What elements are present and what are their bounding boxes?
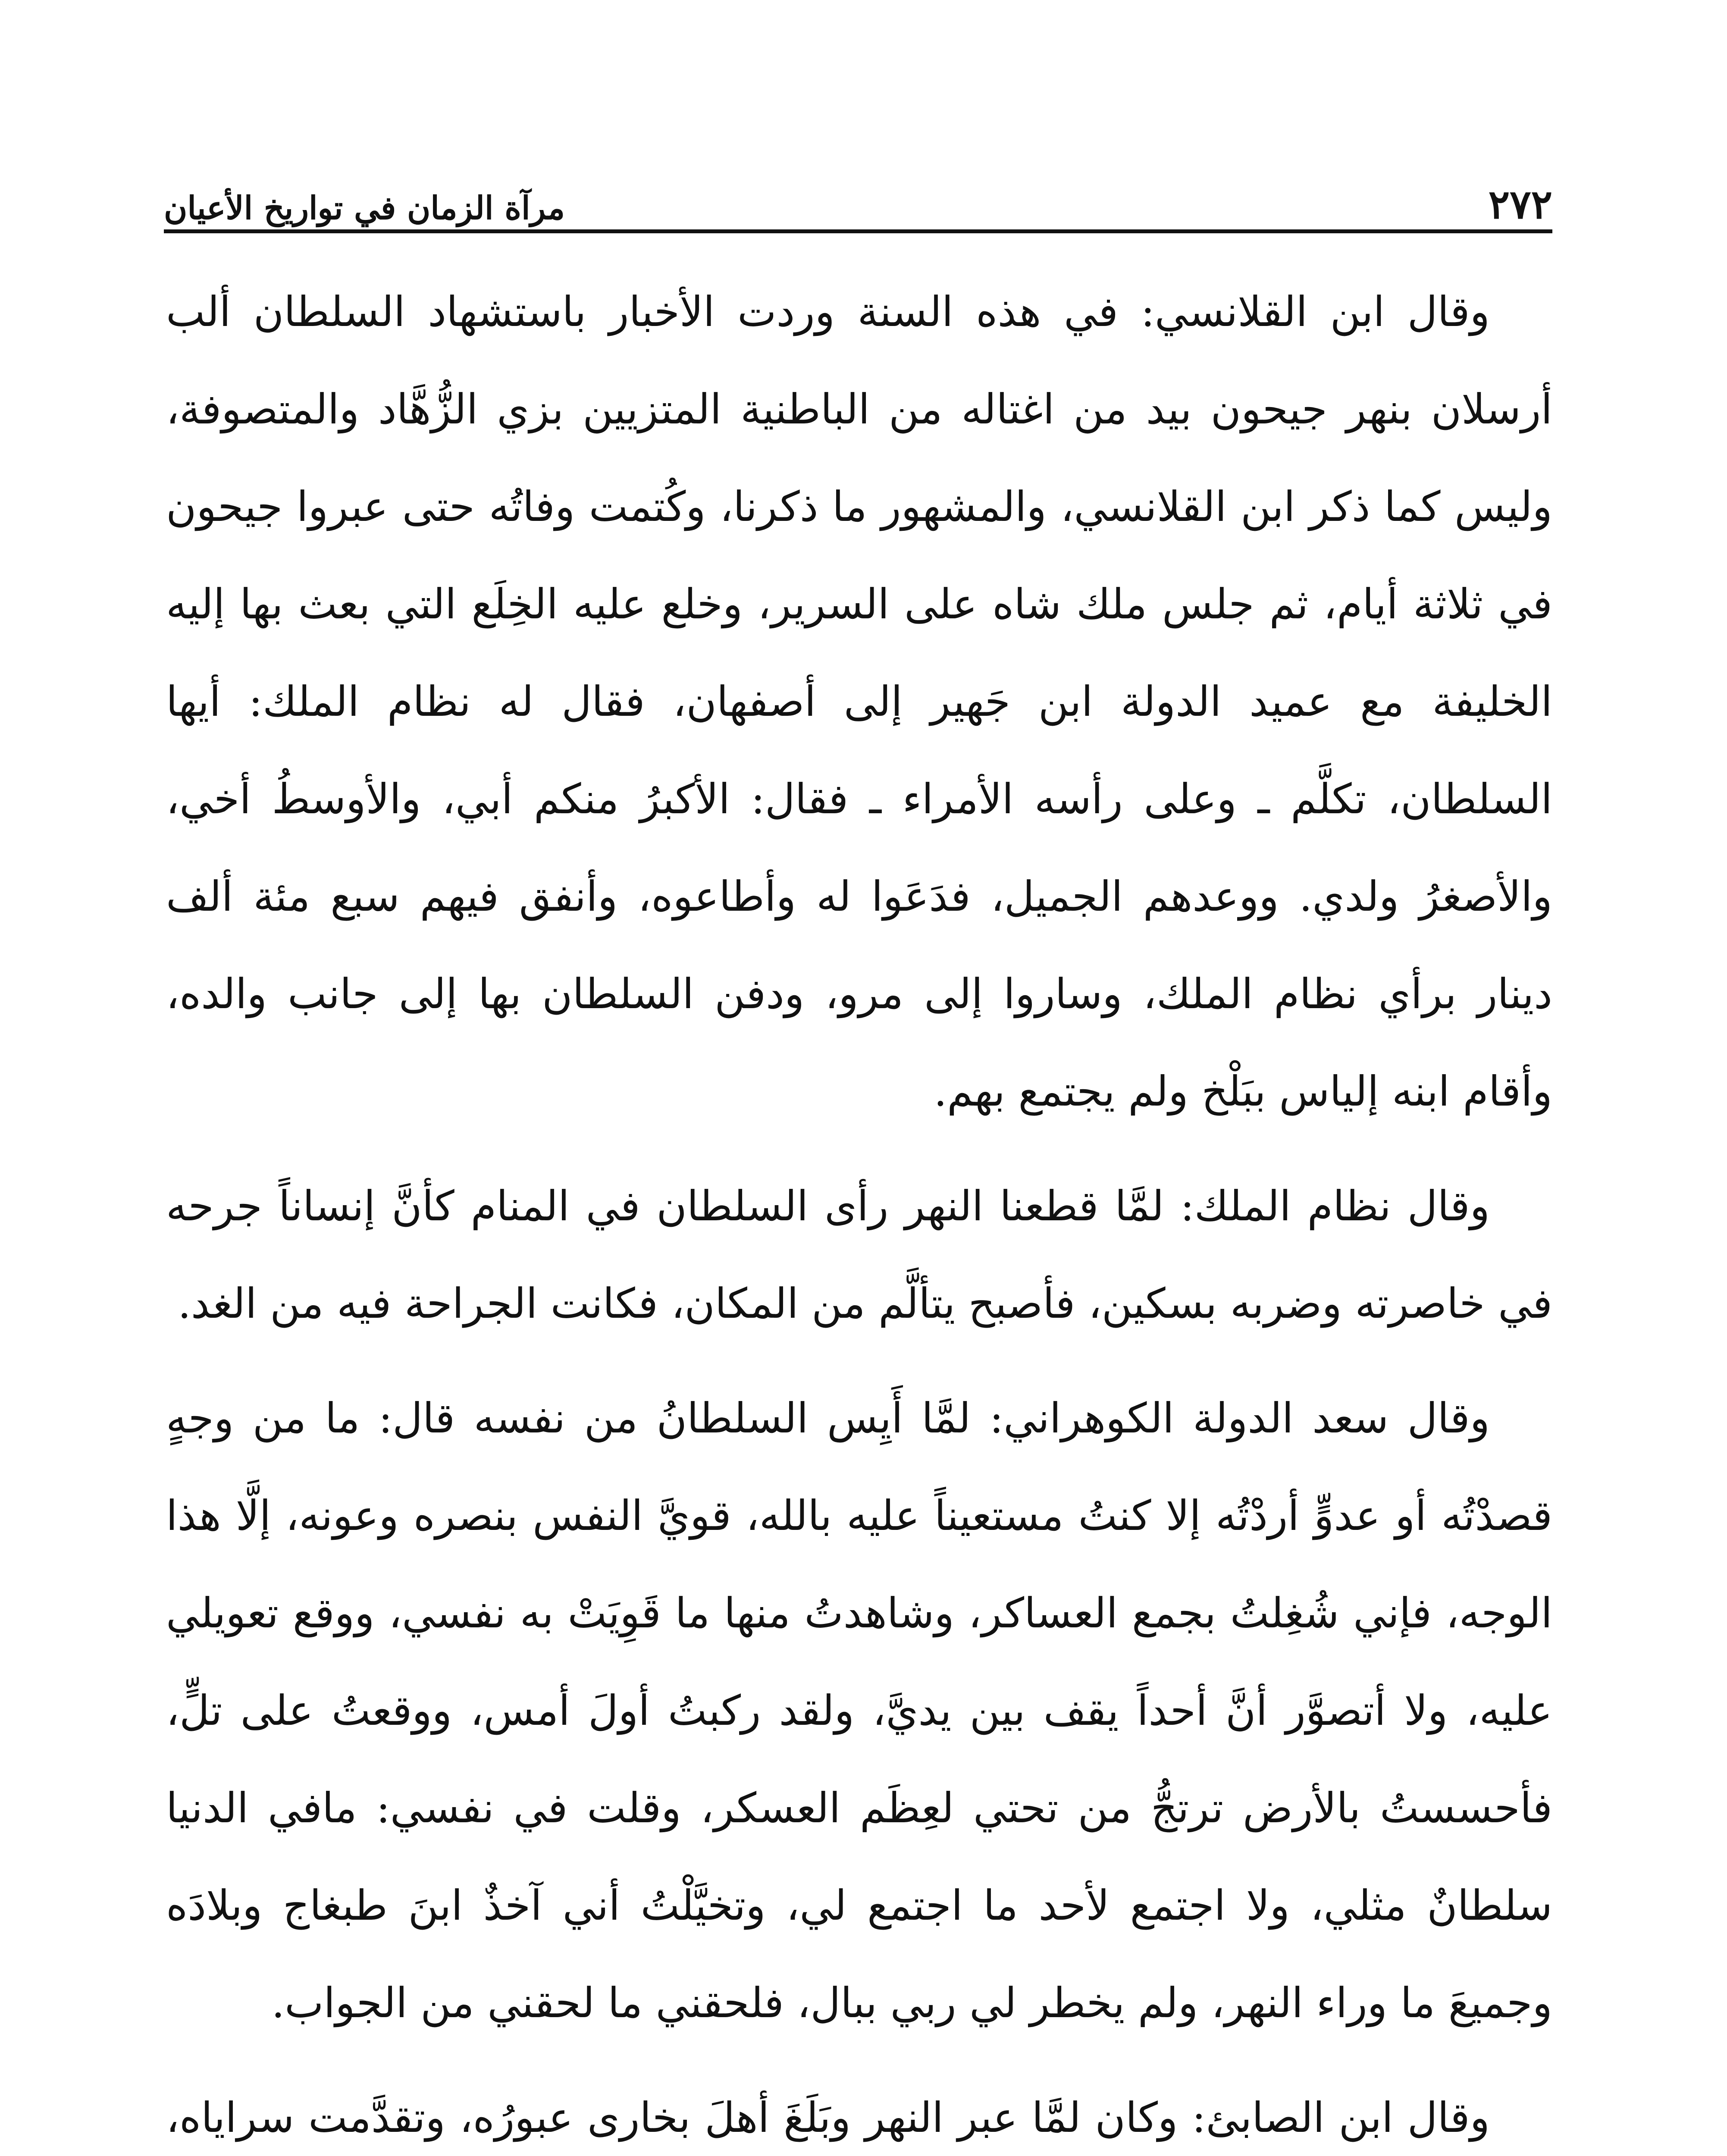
paragraph-saad-al-dawla: وقال سعد الدولة الكوهراني: لمَّا أَيِس السلطانُ من نفسه قال: ما من وجهٍ قصدْتُه أو عدوٍّ أردْتُه إلا كنتُ مستعيناً عليه بالله، قويَّ النفس بنصره وعونه، إلَّا هذا الوجه، فإني شُغِلتُ بجمع العساكر، وشاهدتُ منها ما قَوِيَتْ به نفسي، ووقع تعويلي عليه، ولا أتصوَّر أنَّ أحداً يقف بين يديَّ، ولقد ركبتُ أولَ أمس، ووقعتُ على تلٍّ، فأحسستُ بالأرض ترتجُّ من تحتي لعِظَم العسكر، وقلت في نفسي: مافي الدنيا سلطانٌ مثلي، ولا اجتمع لأحد ما اجتمع لي، وتخيَّلْتُ أني آخذٌ ابنَ طبغاج وبلادَه وجميعَ ما وراء النهر، ولم يخطر لي ربي ببال، فلحقني ما لحقني من الجواب. — [166, 1394, 1553, 2027]
body-text — [166, 263, 1552, 2156]
page-number: ٢٧٢ — [1488, 181, 1552, 228]
paragraph-ibn-al-qalanisi: وقال ابن القلانسي: في هذه السنة وردت الأخبار باستشهاد السلطان ألب أرسلان بنهر جيحون بيد من اغتاله من الباطنية المتزيين بزي الزُّهَّاد والمتصوفة، وليس كما ذكر ابن القلانسي، والمشهور ما ذكرنا، وكُتمت وفاتُه حتى عبروا جيحون في ثلاثة أيام، ثم جلس ملك شاه على السرير، وخلع عليه الخِلَع التي بعث بها إليه الخليفة مع عميد الدولة ابن جَهير إلى أصفهان، فقال له نظام الملك: أيها السلطان، تكلَّم ـ وعلى رأسه الأمراء ـ فقال: الأكبرُ منكم أبي، والأوسطُ أخي، والأصغرُ ولدي. ووعدهم الجميل، فدَعَوا له وأطاعوه، وأنفق فيهم سبع مئة ألف دينار برأي نظام الملك، وساروا إلى مرو، ودفن السلطان بها إلى جانب والده، وأقام ابنه إلياس ببَلْخ ولم يجتمع بهم. — [166, 288, 1552, 1116]
page-header — [164, 160, 1552, 228]
running-title: مرآة الزمان في تواريخ الأعيان — [164, 190, 565, 227]
paragraph-nizam-al-mulk: وقال نظام الملك: لمَّا قطعنا النهر رأى السلطان في المنام كأنَّ إنساناً جرحه في خاصرته وضربه بسكين، فأصبح يتألَّم من المكان، فكانت الجراحة فيه من الغد. — [166, 1182, 1552, 1328]
header-divider — [164, 229, 1552, 233]
paragraph-ibn-al-sabi: وقال ابن الصابئ: وكان لمَّا عبر النهر وبَلَغَ أهلَ بخارى عبورُه، وتقدَّمت سراياه، — [166, 2093, 1490, 2142]
